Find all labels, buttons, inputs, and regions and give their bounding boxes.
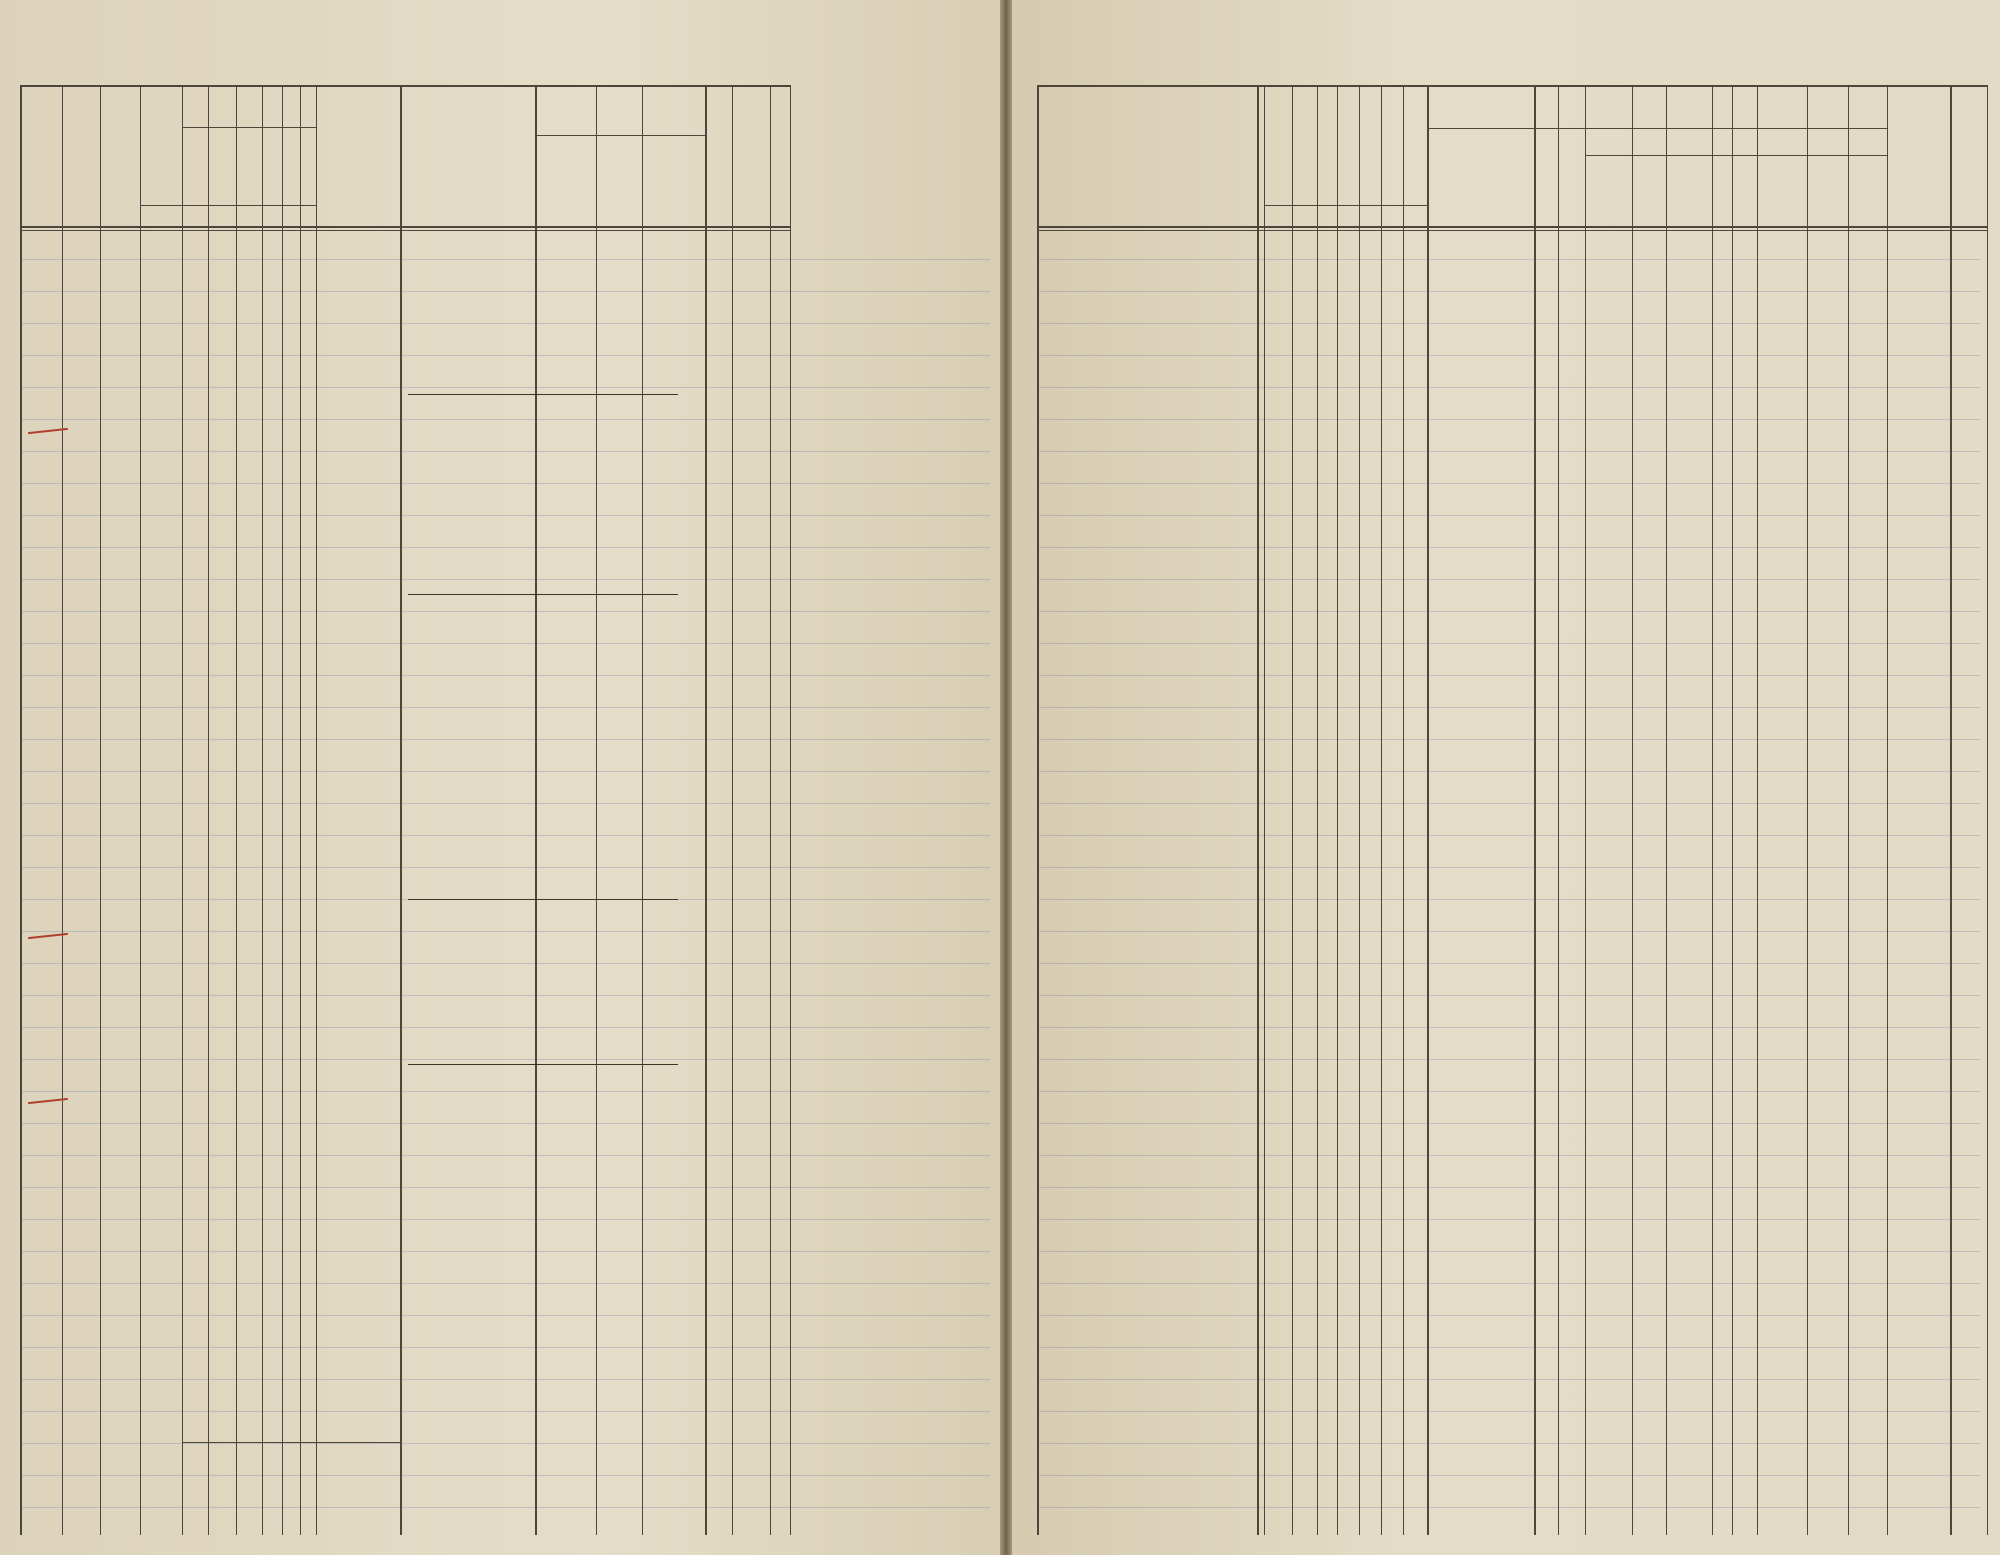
left-column-line	[282, 85, 283, 1535]
left-column-line	[62, 85, 63, 1535]
left-header-top	[20, 85, 790, 87]
right-header-bottom-2	[1037, 230, 1987, 231]
pfand-subline	[1427, 128, 1887, 129]
left-column-line	[770, 85, 771, 1535]
right-column-line	[1359, 85, 1360, 1535]
right-column-line	[1403, 85, 1404, 1535]
right-column-line	[1712, 85, 1713, 1535]
left-header-bottom-2	[20, 230, 790, 231]
right-page	[1012, 0, 2000, 1555]
right-column-line	[1666, 85, 1667, 1535]
left-column-line	[236, 85, 237, 1535]
right-column-line	[1264, 85, 1265, 1535]
left-column-line	[535, 85, 537, 1535]
left-column-line	[642, 85, 643, 1535]
left-column-line	[262, 85, 263, 1535]
left-column-line	[20, 85, 22, 1535]
right-column-line	[1757, 85, 1758, 1535]
right-column-line	[1632, 85, 1633, 1535]
zugang-underline	[408, 899, 678, 900]
left-column-line	[182, 85, 183, 1535]
left-column-line	[300, 85, 301, 1535]
left-column-line	[705, 85, 707, 1535]
right-column-line	[1427, 85, 1429, 1535]
datum-subline	[1585, 155, 1887, 156]
right-column-line	[1381, 85, 1382, 1535]
right-header-top	[1037, 85, 1987, 87]
left-column-line	[140, 85, 141, 1535]
left-column-line	[732, 85, 733, 1535]
right-ruling	[1037, 228, 1980, 1535]
book-gutter	[1000, 0, 1012, 1555]
right-header-bottom	[1037, 226, 1987, 228]
right-column-line	[1807, 85, 1808, 1535]
units-subline	[140, 205, 316, 206]
right-column-line	[1848, 85, 1849, 1535]
right-column-line	[1987, 85, 1988, 1535]
zugang-underline	[408, 594, 678, 595]
annuitat-units-line	[1264, 205, 1427, 206]
right-column-line	[1585, 85, 1586, 1535]
right-column-line	[1732, 85, 1733, 1535]
right-column-line	[1950, 85, 1952, 1535]
left-header-bottom	[20, 226, 790, 228]
left-column-line	[100, 85, 101, 1535]
right-column-line	[1257, 85, 1259, 1535]
total-line	[182, 1442, 402, 1443]
steuer-subline	[182, 127, 316, 128]
right-column-line	[1337, 85, 1338, 1535]
left-column-line	[790, 85, 791, 1535]
zugang-underline	[408, 1064, 678, 1065]
left-column-line	[208, 85, 209, 1535]
left-column-line	[596, 85, 597, 1535]
right-column-line	[1558, 85, 1559, 1535]
left-column-line	[400, 85, 402, 1535]
right-column-line	[1534, 85, 1536, 1535]
zugang-underline	[408, 394, 678, 395]
right-column-line	[1887, 85, 1888, 1535]
right-column-line	[1037, 85, 1039, 1535]
erwerbung-subline	[535, 135, 705, 136]
left-ruling	[20, 228, 990, 1535]
right-column-line	[1292, 85, 1293, 1535]
left-column-line	[316, 85, 317, 1535]
right-column-line	[1317, 85, 1318, 1535]
